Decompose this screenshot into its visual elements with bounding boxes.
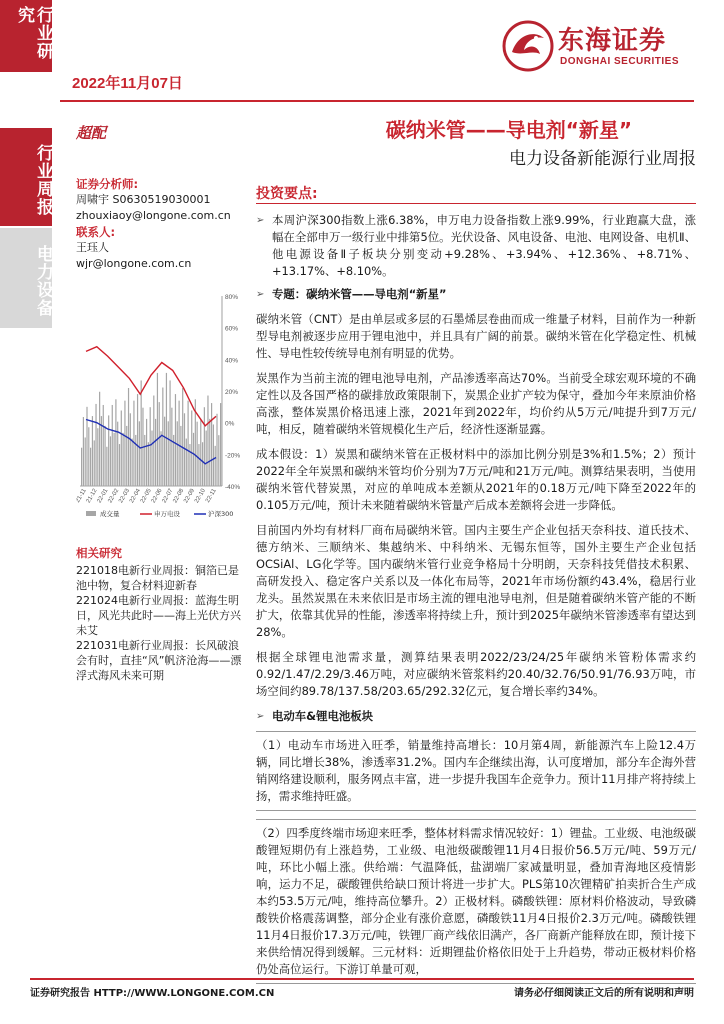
para-competition: 目前国内外均有材料厂商布局碳纳米管。国内主要生产企业包括天奈科技、道氏技术、德方纳米、三顺纳米、集越纳米、中科纳米、无锡东恒等，国外主要生产企业包括OCSiAl、LG化学等。国内碳纳米管行业竞争格局十分明朗，天奈科技凭借技术积累、高研发投入、稳定客户关系以及一体化布局等，2021年市场份额约43.4%，稳居行业龙头。虽然炭黑在未来依旧是市场主流的锂电池导电剂，但是随着碳纳米管产能的不断扩大，依靠其优异的性能，渗透率将持续上升，预计到2025年碳纳米管渗透率有望达到28%。 — [256, 523, 696, 639]
volume-bar — [137, 394, 138, 486]
volume-bar — [101, 416, 102, 486]
y-tick-label: -40% — [225, 484, 241, 491]
volume-bar — [126, 426, 127, 486]
volume-bar — [95, 404, 96, 486]
volume-bar — [171, 408, 172, 486]
volume-bar — [81, 448, 82, 486]
related-header: 相关研究 — [76, 546, 122, 560]
volume-bar — [110, 436, 111, 486]
x-tick-label: 21-12 — [85, 488, 99, 505]
x-tick-label: 22-11 — [205, 488, 218, 504]
para-demand: 根据全球锂电池需求量，测算结果表明2022/23/24/25年碳纳米管粉体需求约0.92/1.47/2.29/3.46万吨，对应碳纳米管浆料约20.40/32.76/50.91/76.93万吨，市场空间约89.78/137.58/203.65/292.32亿元，复合增长率约34%。 — [256, 650, 696, 698]
related-item[interactable]: 221031电新行业周报：长风破浪会有时，直挂“风”帆济沧海——漂浮式海风未来可期 — [76, 639, 242, 682]
volume-bar — [188, 401, 189, 486]
volume-bar — [179, 401, 180, 486]
volume-bar — [85, 437, 86, 486]
volume-bar — [200, 419, 201, 486]
index-chart-svg — [76, 290, 248, 526]
volume-bar — [175, 394, 176, 486]
x-tick-label: 22-07 — [161, 488, 175, 505]
volume-bar — [108, 415, 109, 486]
volume-bar — [103, 405, 104, 486]
volume-bar — [202, 442, 203, 486]
volume-bar — [169, 380, 170, 486]
x-tick-label: 22-09 — [183, 488, 197, 505]
x-tick-label: 22-10 — [194, 488, 207, 505]
related-item[interactable]: 221018电新行业周报：铜箔已是池中物，复合材料迎新春 — [76, 564, 239, 592]
volume-bar — [155, 419, 156, 486]
arrow-icon: ➢ — [256, 289, 265, 300]
volume-bar — [159, 402, 160, 486]
volume-bar — [220, 403, 221, 486]
tab-industry-research: 行业研究 — [0, 0, 52, 72]
legend-label: 成交量 — [100, 510, 120, 518]
contact-header: 联系人: — [76, 225, 116, 239]
y-tick-label: -20% — [225, 452, 241, 460]
volume-bar — [166, 373, 167, 486]
analyst-header: 证券分析师: — [76, 177, 139, 191]
volume-bar — [148, 442, 149, 486]
x-tick-label: 21-11 — [76, 488, 88, 504]
volume-bar — [128, 388, 129, 486]
para-cost: 成本假设：1）炭黑和碳纳米管在正极材料中的添加比例分别是3%和1.5%；2）预计2022年全年炭黑和碳纳米管均价分别为7万元/吨和21万元/吨。测算结果表明，当使用碳纳米管代替炭黑，对应的单吨成本差额从2021年的0.18万元/吨下降至2022年的0.105万元/吨，预计未来随着碳纳米管量产后成本差额将会进一步降低。 — [256, 447, 696, 512]
x-tick-label: 22-08 — [172, 488, 186, 505]
y-tick-label: 20% — [225, 389, 239, 396]
x-tick-label: 22-05 — [139, 488, 153, 505]
logo-text-en: DONGHAI SECURITIES — [560, 56, 680, 67]
volume-bar — [144, 435, 145, 486]
volume-bar — [218, 435, 219, 486]
report-date: 2022年11月07日 — [72, 75, 183, 92]
logo-text-cn: 东海证券 — [558, 26, 667, 56]
volume-bar — [124, 401, 125, 486]
x-tick-label: 22-01 — [96, 488, 110, 505]
y-tick-label: 60% — [225, 325, 239, 333]
analyst-email[interactable]: zhouxiaoy@longone.com.cn — [76, 209, 231, 222]
sub-title: 电力设备新能源行业周报 — [509, 149, 696, 169]
volume-bar — [141, 380, 142, 486]
volume-bar — [211, 403, 212, 486]
volume-bar — [123, 433, 124, 486]
volume-bar — [204, 407, 205, 486]
key-points-header: 投资要点: — [256, 186, 318, 202]
footer-left[interactable]: 证券研究报告 HTTP://WWW.LONGONE.COM.CN — [30, 988, 275, 999]
volume-bar — [213, 424, 214, 486]
volume-bar — [177, 421, 178, 486]
volume-bar — [207, 396, 208, 486]
index-chart — [76, 290, 248, 526]
related-research — [76, 546, 246, 683]
bullet-topic: ➢ 专题：碳纳米管——导电剂“新星” — [256, 287, 447, 301]
key-points-body — [256, 212, 696, 984]
volume-bar — [180, 426, 181, 486]
volume-bar — [86, 407, 87, 486]
volume-bar — [216, 414, 217, 486]
para-materials: （2）四季度终端市场迎来旺季，整体材料需求情况较好：1）锂盐。工业级、电池级碳酸锂短期仍有上涨趋势，工业级、电池级碳酸锂11月4日报价56.5万元/吨、59万元/吨，环比小幅上涨。供给端：气温降低，盐湖端厂家减量明显，叠加青海地区疫情影响，运力不足，碳酸锂供给缺口预计将进一步扩大。PLS第10次锂精矿拍卖折合生产成本约53.5万元/吨，维持高位攀升。2）正极材料。磷酸铁锂：原材料价格波动，导致磷酸铁价格震荡调整，部分企业有涨价意愿，磷酸铁11月4日报价2.3万元/吨。磷酸铁锂11月4日报价17.3万元/吨，铁锂厂商产线依旧满产，各厂商新产能释放在即，预计接下来供给情况得到缓解。三元材料：近期锂盐价格依旧处于上升趋势，带动正极材料价格仍处高位运行。下游订单量可观， — [256, 819, 696, 984]
volume-bar — [130, 413, 131, 486]
volume-bar — [209, 419, 210, 486]
tab-industry-weekly: 行业周报 — [0, 128, 52, 226]
volume-bar — [92, 416, 93, 486]
volume-bar — [114, 433, 115, 486]
volume-bar — [90, 448, 91, 486]
footer-divider — [30, 978, 694, 980]
volume-bar — [151, 431, 152, 486]
bullet-market: ➢ 本周沪深300指数上涨6.38%，申万电力设备指数上涨9.99%，行业跑赢大盘，涨幅在全部申万一级行业中排第5位。光伏设备、风电设备、电池、电网设备、电机Ⅱ、他电源设备Ⅱ子板块分别变动+9.28%、+3.94%、+12.36%、+8.71%、+13.17%、+8.10%。 — [256, 213, 696, 278]
contact-email[interactable]: wjr@longone.com.cn — [76, 257, 192, 270]
legend-label: 申万电设 — [154, 510, 180, 518]
volume-bar — [119, 444, 120, 486]
volume-bar — [198, 444, 199, 486]
y-tick-label: 40% — [225, 357, 239, 365]
volume-bar — [189, 444, 190, 486]
volume-bar — [104, 426, 105, 486]
series-line-sw-power — [86, 347, 216, 426]
volume-bar — [146, 419, 147, 486]
rating: 超配 — [76, 124, 107, 142]
para-cnt-intro: 碳纳米管（CNT）是由单层或多层的石墨烯层卷曲而成一维量子材料，目前作为一种新型导电剂被逐步应用于锂电池中，并且具有广阔的前景。碳纳米管在化学稳定性、机械性、导电性较传统导电剂有明显的优势。 — [256, 312, 696, 360]
related-item[interactable]: 221024电新行业周报：蓝海生明日，风光共此时——海上光伏方兴未艾 — [76, 594, 241, 637]
y-tick-label: 80% — [225, 294, 239, 301]
volume-bar — [132, 439, 133, 486]
volume-bar — [88, 427, 89, 486]
contact-name: 王珏人 — [76, 241, 109, 254]
volume-bar — [115, 399, 116, 486]
bullet-ev: ➢ 电动车&锂电池板块 — [256, 709, 374, 723]
volume-bar — [206, 431, 207, 486]
x-tick-label: 22-06 — [150, 488, 164, 505]
analyst-block — [76, 176, 244, 272]
volume-bar — [160, 431, 161, 486]
volume-bar — [157, 373, 158, 486]
volume-bar — [99, 392, 100, 486]
y-tick-label: 0% — [225, 420, 235, 428]
volume-bar — [182, 388, 183, 486]
volume-bar — [215, 446, 216, 486]
legend-label: 沪深300 — [208, 510, 234, 518]
tab-power-equipment: 电力设备 — [0, 228, 52, 328]
volume-bar — [184, 413, 185, 486]
x-tick-label: 22-03 — [118, 488, 132, 505]
donghai-logo — [500, 18, 700, 78]
volume-bar — [135, 435, 136, 486]
arrow-icon: ➢ — [256, 711, 265, 722]
volume-bar — [164, 417, 165, 486]
volume-bar — [197, 422, 198, 486]
volume-bar — [139, 421, 140, 486]
legend-swatch — [86, 511, 96, 516]
analyst-name: 周啸宇 S0630519030001 — [76, 193, 211, 206]
dragon-logo-icon — [500, 18, 556, 74]
volume-bar — [193, 433, 194, 486]
x-tick-label: 22-02 — [107, 488, 121, 505]
arrow-icon: ➢ — [256, 215, 265, 226]
volume-bar — [186, 439, 187, 486]
header-divider — [60, 100, 694, 102]
volume-bar — [191, 410, 192, 486]
volume-bar — [97, 428, 98, 486]
volume-bar — [150, 407, 151, 486]
main-title: 碳纳米管——导电剂“新星” — [385, 118, 632, 142]
para-carbon-black: 炭黑作为当前主流的锂电池导电剂，产品渗透率高达70%。当前受全球宏观环境的不确定性以及各国严格的碳排放政策限制下，炭黑企业扩产较为保守，叠加今年来原油价格高涨，整体炭黑价格迅速上涨，2021年到2022年，均价约从5万元/吨提升到7万元/吨，相反，随着碳纳米管规模化生产后，经济性逐渐显露。 — [256, 371, 696, 436]
volume-bar — [121, 410, 122, 486]
volume-bar — [168, 421, 169, 486]
x-tick-label: 22-04 — [129, 488, 142, 505]
volume-bar — [153, 396, 154, 486]
volume-bar — [106, 447, 107, 486]
volume-bar — [112, 405, 113, 486]
volume-bar — [83, 417, 84, 486]
volume-bar — [94, 440, 95, 486]
key-points-divider — [256, 203, 696, 204]
para-ev-market: （1）电动车市场进入旺季，销量维持高增长：10月第4周，新能源汽车上险12.4万辆，同比增长38%，渗透率31.2%。国内车企继续出海，认可度增加，部分车企海外营销网络建设顺利，服务网点丰富，进一步提升我国车企竞争力。预计11月排产将持续上扬，需求维持旺盛。 — [256, 731, 696, 811]
footer-right: 请务必仔细阅读正文后的所有说明和声明 — [514, 988, 694, 999]
